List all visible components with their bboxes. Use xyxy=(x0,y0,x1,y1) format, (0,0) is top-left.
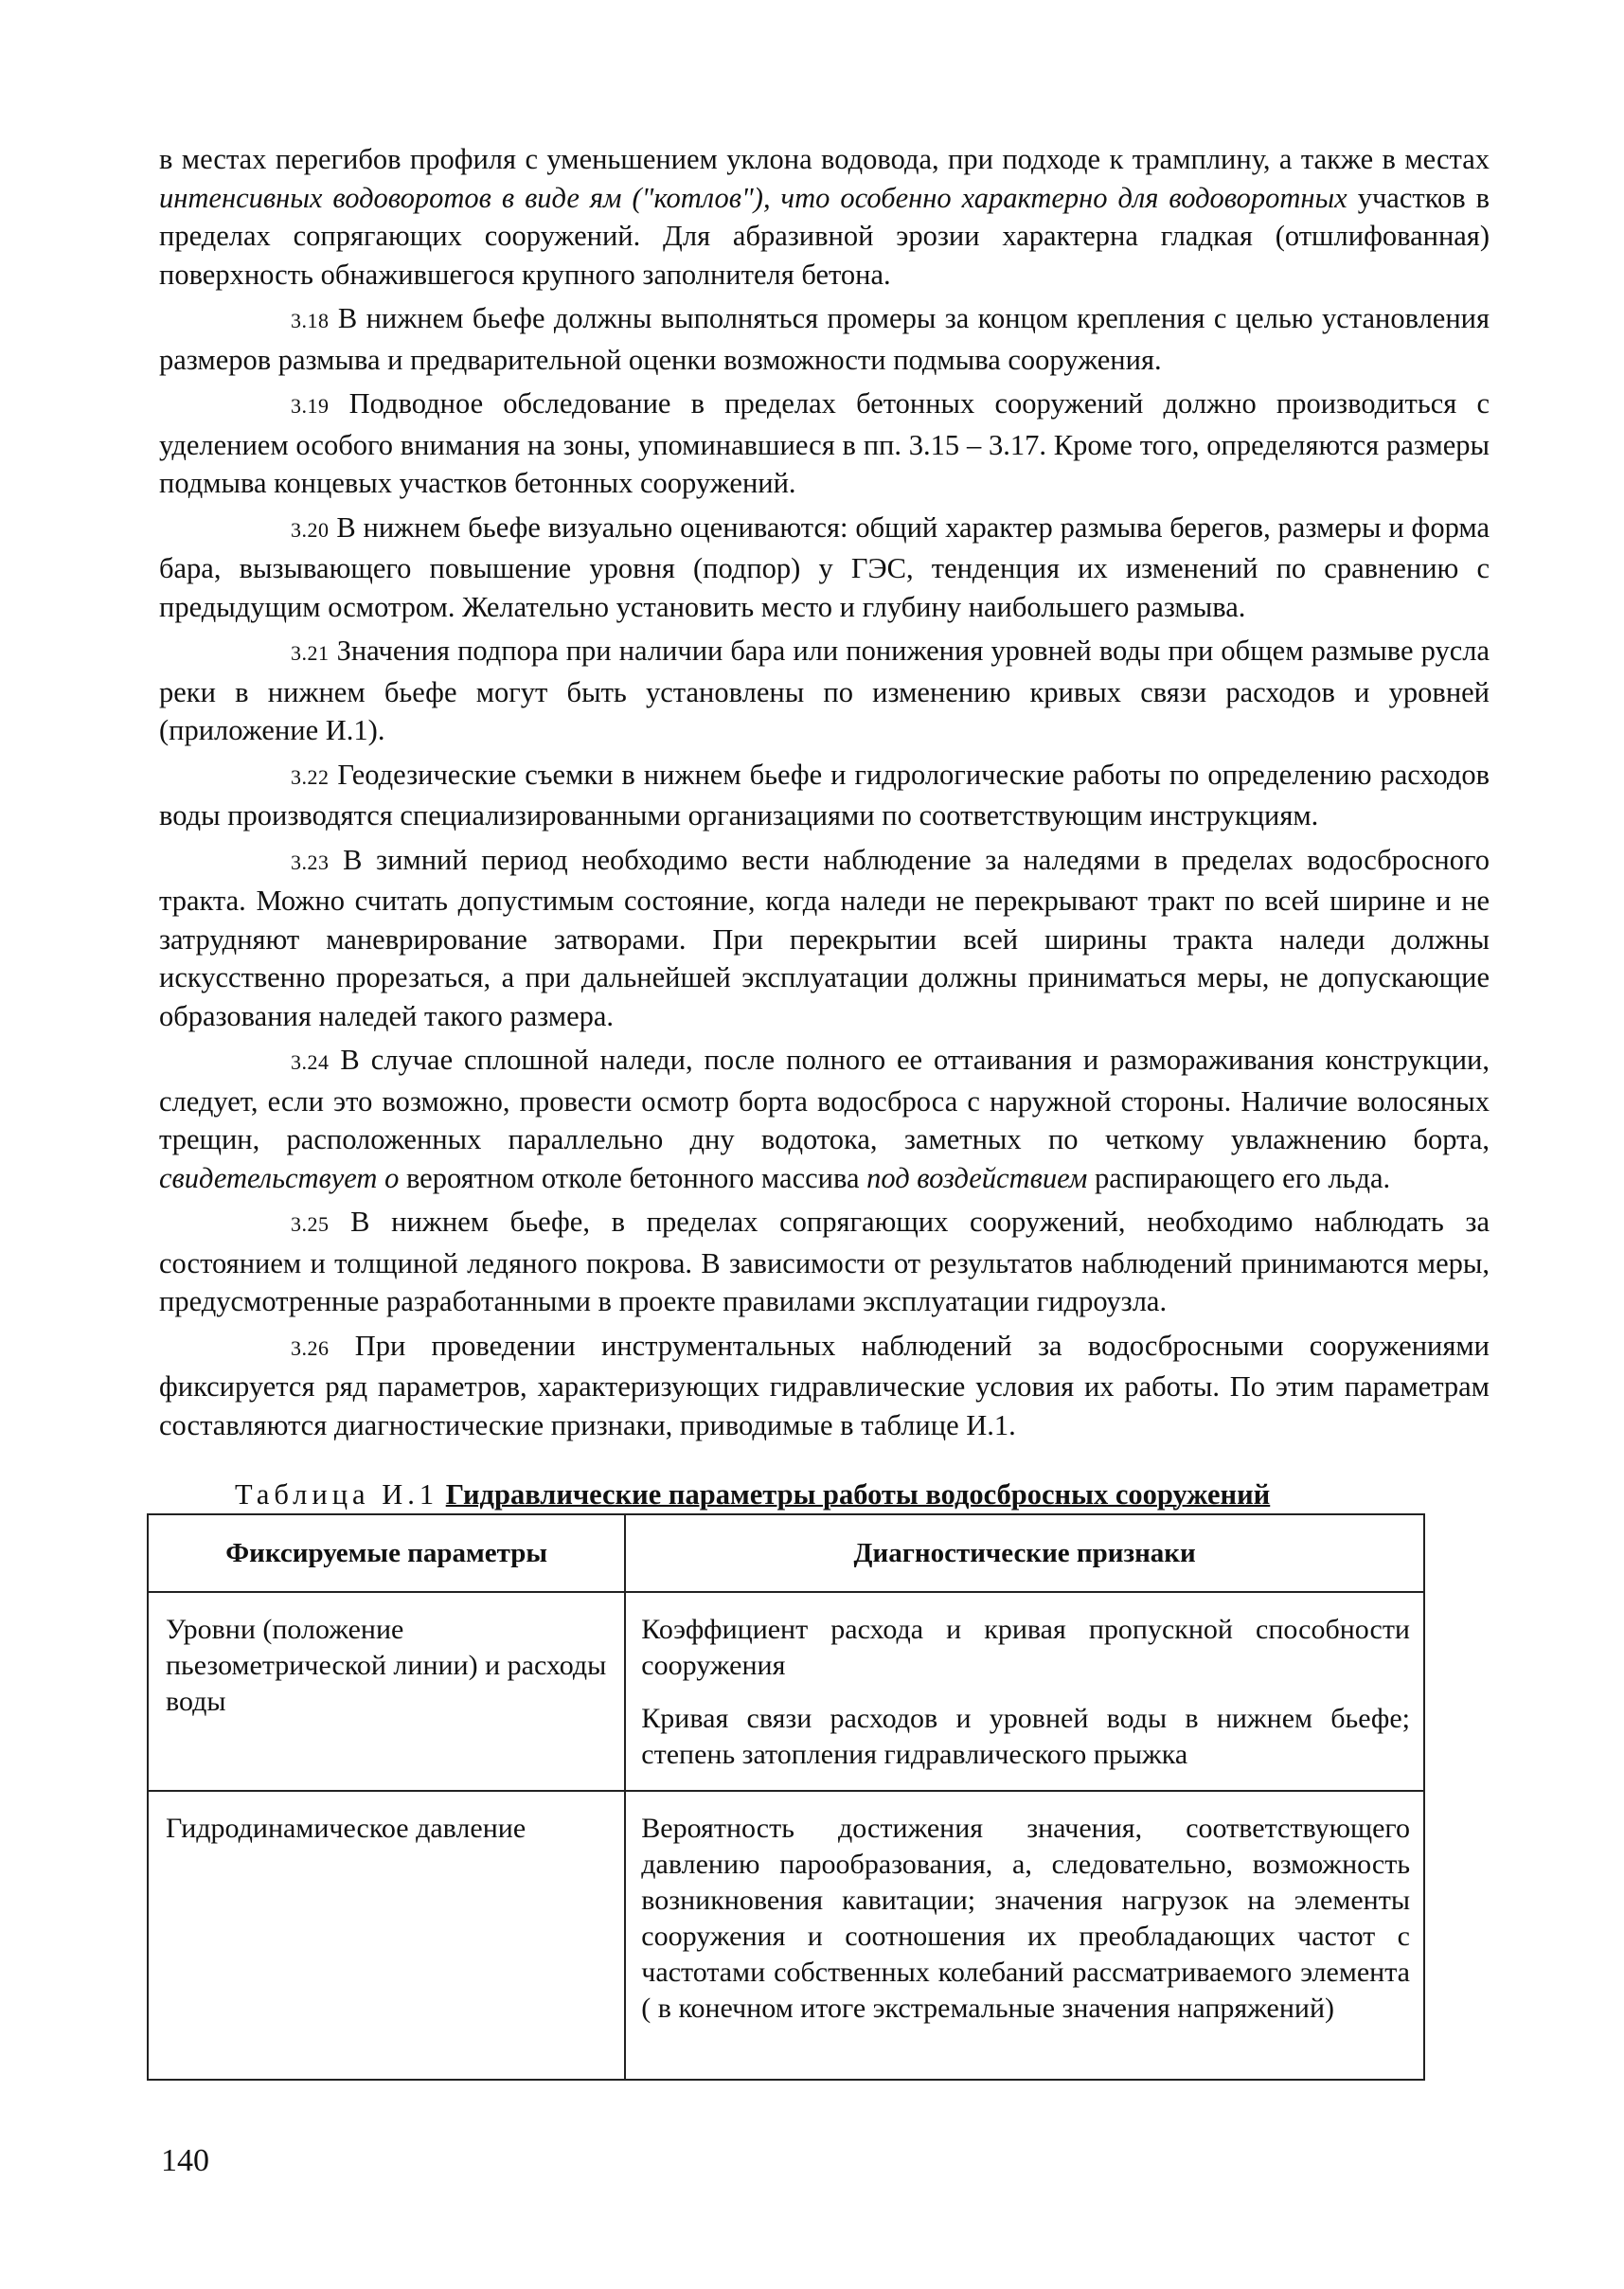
paragraph-number: 3.24 xyxy=(291,1050,330,1074)
paragraph-text: В случае сплошной наледи, после полного ее оттаивания и размораживания конструкции, следует, если это возможно, провести осмотр борта водосброса с наружной стороны. Наличие волосяных трещин, расположенных параллельно дну водотока, заметных по четкому увлажнению борта, xyxy=(159,1044,1490,1155)
paragraph-3-21 xyxy=(159,632,1490,750)
paragraph-text: в местах перегибов профиля с уменьшением уклона водовода, при подходе к трамплину, а также в местах xyxy=(159,143,1490,175)
paragraph-text: В нижнем бьефе должны выполняться промеры за концом крепления с целью установления размеров размыва и предварительной оценки возможности подмыва сооружения. xyxy=(159,302,1490,376)
paragraph-3-25 xyxy=(159,1203,1490,1321)
paragraph-text: вероятном отколе бетонного массива xyxy=(399,1161,867,1194)
paragraph-continuation xyxy=(159,140,1490,294)
table-row xyxy=(148,1791,1424,2080)
paragraph-text: В зимний период необходимо вести наблюдение за наледями в пределах водосбросного тракта. Можно считать допустимым состояние, когда наледи не перекрывают тракт по всей ширине и не затрудняют маневрирование затворами. При перекрытии всей ширины тракта наледи должны искусственно прорезаться, а при дальнейшей эксплуатации должны приниматься меры, не допускающие образования наледей такого размера. xyxy=(159,843,1490,1032)
paragraph-3-20 xyxy=(159,509,1490,627)
paragraph-3-24 xyxy=(159,1041,1490,1197)
paragraph-number: 3.18 xyxy=(291,309,330,332)
paragraph-number: 3.23 xyxy=(291,849,330,874)
page-number: 140 xyxy=(161,2143,209,2178)
paragraph-number: 3.20 xyxy=(291,517,330,542)
paragraph-italic-text: под воздействием xyxy=(866,1161,1088,1194)
table-cell-signs xyxy=(625,1791,1424,2080)
paragraph-text: Геодезические съемки в нижнем бьефе и гидрологические работы по определению расходов воды производятся специализированными организациями по соответствующим инструкциям. xyxy=(159,758,1490,832)
sign-item: Кривая связи расходов и уровней воды в нижнем бьефе; степень затопления гидравлического прыжка xyxy=(641,1703,1410,1770)
paragraph-3-26 xyxy=(159,1327,1490,1445)
paragraph-3-22 xyxy=(159,756,1490,835)
table-cell-parameter: Гидродинамическое давление xyxy=(148,1791,625,2080)
paragraph-number: 3.25 xyxy=(291,1212,330,1236)
paragraph-number: 3.22 xyxy=(291,764,330,789)
table-caption xyxy=(235,1477,1466,1511)
paragraph-3-18 xyxy=(159,299,1490,379)
paragraph-3-23 xyxy=(159,841,1490,1036)
table-header-cell: Фиксируемые параметры xyxy=(148,1514,625,1592)
paragraph-number: 3.21 xyxy=(291,641,330,665)
table-caption-title: Гидравлические параметры работы водосбросных сооружений xyxy=(445,1478,1271,1511)
paragraph-italic-text: свидетельствует о xyxy=(159,1161,400,1194)
paragraph-text: распирающего его льда. xyxy=(1087,1161,1391,1194)
sign-item: Коэффициент расхода и кривая пропускной способности сооружения xyxy=(641,1614,1410,1681)
table-cell-signs xyxy=(625,1592,1424,1791)
paragraph-text: При проведении инструментальных наблюдений за водосбросными сооружениями фиксируется ряд параметров, характеризующих гидравлические условия их работы. По этим параметрам составляются диагностические признаки, приводимые в таблице И.1. xyxy=(159,1329,1490,1441)
table-caption-label: Таблица И.1 xyxy=(235,1478,439,1511)
table-header-cell: Диагностические признаки xyxy=(625,1514,1424,1592)
paragraph-italic-text: интенсивных водоворотов в виде ям ("котлов"), что особенно характерно для водоворотных xyxy=(159,181,1347,214)
table-row xyxy=(148,1592,1424,1791)
paragraph-text: В нижнем бьефе визуально оцениваются: общий характер размыва берегов, размеры и форма бара, вызывающего повышение уровня (подпор) у ГЭС, тенденция их изменений по сравнению с предыдущим осмотром. Желательно установить место и глубину наибольшего размыва. xyxy=(159,510,1490,623)
paragraph-text: Значения подпора при наличии бара или понижения уровней воды при общем размыве русла реки в нижнем бьефе могут быть установлены по изменению кривых связи расходов и уровней (приложение И.1). xyxy=(159,635,1490,746)
paragraph-number: 3.26 xyxy=(291,1335,330,1360)
paragraph-text: участков в пределах сопрягающих сооружений. Для абразивной эрозии характерна гладкая (отшлифованная) поверхность обнажившегося крупного заполнителя бетона. xyxy=(159,181,1490,291)
paragraph-3-19 xyxy=(159,384,1490,503)
sign-item: Вероятность достижения значения, соответствующего давлению парообразования, а, следовательно, возможность возникновения кавитации; значения нагрузок на элементы сооружения и соотношения их преобладающих частот с частотами собственных колебаний рассматриваемого элемента ( в конечном итоге экстремальные значения напряжений) xyxy=(641,1813,1410,2024)
table-cell-parameter: Уровни (положение пьезометрической линии) и расходы воды xyxy=(148,1592,625,1791)
paragraph-text: Подводное обследование в пределах бетонных сооружений должно производиться с уделением особого внимания на зоны, упоминавшиеся в пп. 3.15 – 3.17. Кроме того, определяются размеры подмыва концевых участков бетонных сооружений. xyxy=(159,387,1490,499)
parameters-table xyxy=(147,1513,1425,2081)
body-text xyxy=(159,140,1490,1450)
table-header-row xyxy=(148,1514,1424,1592)
paragraph-text: В нижнем бьефе, в пределах сопрягающих сооружений, необходимо наблюдать за состоянием и толщиной ледяного покрова. В зависимости от результатов наблюдений принимаются меры, предусмотренные разработанными в проекте правилами эксплуатации гидроузла. xyxy=(159,1206,1490,1317)
paragraph-number: 3.19 xyxy=(291,394,330,418)
